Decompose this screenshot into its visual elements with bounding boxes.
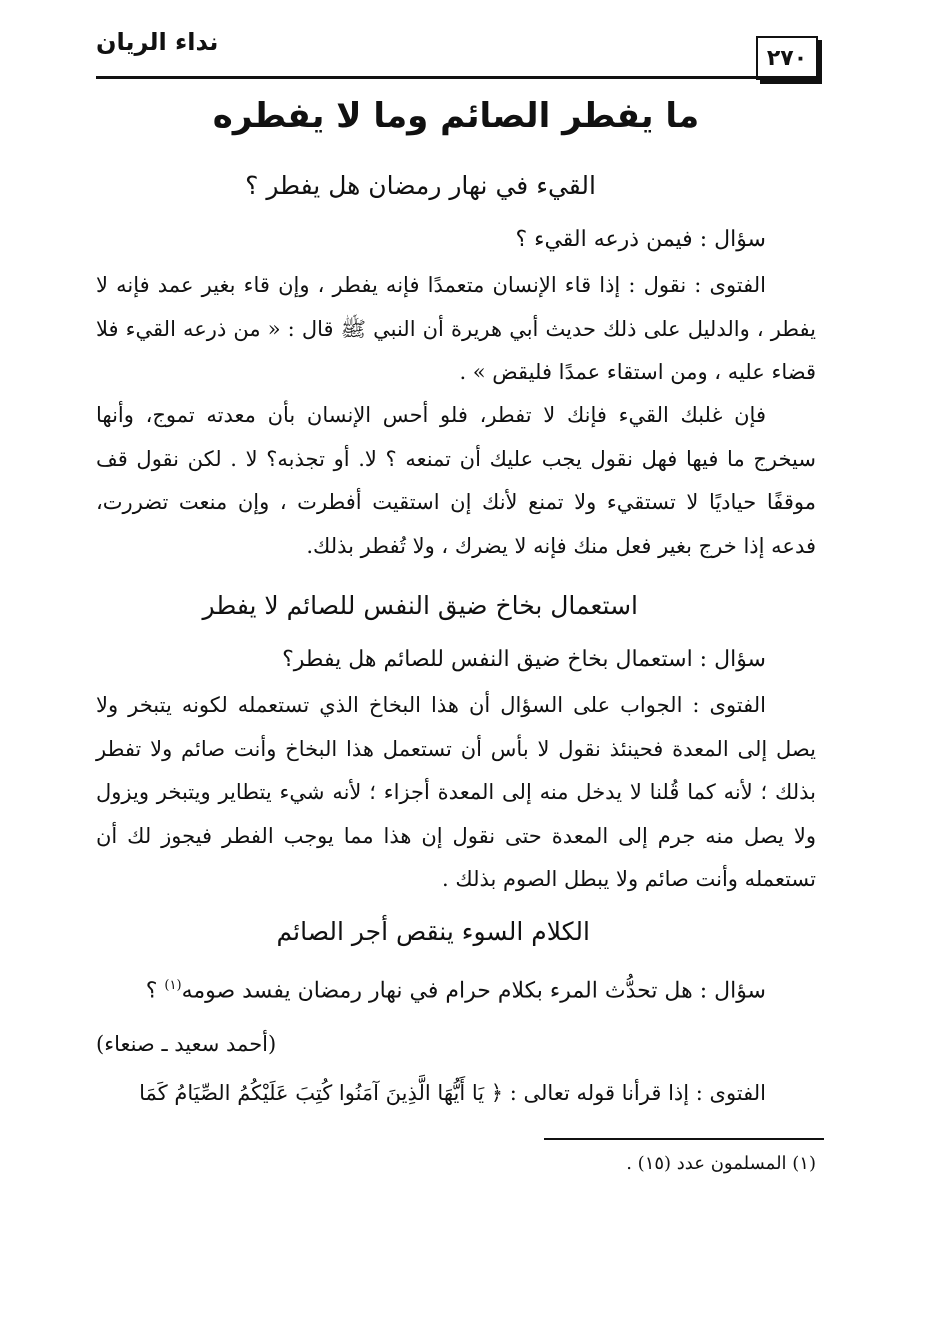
footnote-reference: (١) bbox=[164, 978, 182, 993]
questioner bbox=[96, 1026, 816, 1062]
question-inhaler bbox=[96, 642, 816, 678]
question-text: سؤال : فيمن ذرعه القيء ؟ bbox=[515, 227, 766, 252]
footnote-divider bbox=[544, 1138, 824, 1140]
questioner-name: (أحمد سعيد ـ صنعاء) bbox=[96, 1032, 277, 1056]
book-title: نداء الريان bbox=[96, 28, 219, 56]
question-mark: ؟ bbox=[145, 978, 165, 1004]
footnote: (١) المسلمون عدد (١٥) . bbox=[626, 1153, 816, 1174]
header-divider bbox=[96, 76, 816, 79]
page-number: ٢٧٠ bbox=[756, 36, 818, 80]
question-bad-speech bbox=[96, 968, 816, 1009]
fatwa-paragraph: الفتوى : إذا قرأنا قوله تعالى : ﴿ يَا أَيُّهَا الَّذِينَ آمَنُوا كُتِبَ عَلَيْكُمُ الصِّيَامُ كَمَا bbox=[139, 1081, 766, 1105]
fatwa-paragraph: الفتوى : نقول : إذا قاء الإنسان متعمدًا فإنه يفطر ، وإن قاء بغير عمد فإنه لا يفطر ، والدليل على ذلك حديث أبي هريرة أن النبي ﷺ قال : « من ذرعه القيء فلا قضاء عليه ، ومن استقاء عمدًا فليقض » . bbox=[96, 273, 816, 384]
section-vomiting bbox=[96, 168, 816, 204]
chapter-title: ما يفطر الصائم وما لا يفطره bbox=[212, 96, 700, 136]
section-heading: الكلام السوء ينقص أجر الصائم bbox=[276, 917, 590, 946]
fatwa-paragraph: فإن غلبك القيء فإنك لا تفطر، فلو أحس الإنسان بأن معدته تموج، وأنها سيخرج ما فيها فهل نقول يجب عليك أن تمنعه ؟ لا. أو تجذبه؟ لا . لكن نقول قف موقفًا حياديًا لا تستقيء ولا تمنع لأنك إن استقيت أفطرت ، وإن منعت تضررت، فدعه إذا خرج بغير فعل منك فإنه لا يضرك ، ولا تُفطر بذلك. bbox=[96, 403, 816, 558]
question-body: سؤال : هل تحدُّث المرء بكلام حرام في نهار رمضان يفسد صومه bbox=[181, 978, 766, 1004]
fatwa-vomiting-continued bbox=[96, 394, 816, 568]
question-text bbox=[96, 968, 816, 1009]
section-bad-speech bbox=[96, 914, 816, 950]
fatwa-inhaler bbox=[96, 684, 816, 902]
section-heading: استعمال بخاخ ضيق النفس للصائم لا يفطر bbox=[202, 591, 638, 620]
fatwa-vomiting bbox=[96, 264, 816, 395]
fatwa-paragraph: الفتوى : الجواب على السؤال أن هذا البخاخ الذي تستعمله لكونه يتبخر ولا يصل إلى المعدة فحينئذ نقول لا بأس أن تستعمل هذا البخاخ وأنت صائم ولا تفطر بذلك ؛ لأنه كما قُلنا لا يدخل منه إلى المعدة أجزاء ؛ لأنه شيء يتطاير ويتبخر ويزول ولا يصل منه جرم إلى المعدة حتى نقول إن هذا مما يوجب الفطر فيجوز لك أن تستعمله وأنت صائم ولا يبطل الصوم بذلك . bbox=[96, 693, 816, 891]
section-inhaler bbox=[96, 588, 816, 624]
section-heading: القيء في نهار رمضان هل يفطر ؟ bbox=[245, 171, 596, 200]
question-text: سؤال : استعمال بخاخ ضيق النفس للصائم هل يفطر؟ bbox=[282, 647, 766, 672]
question-vomiting bbox=[96, 222, 816, 258]
fatwa-bad-speech bbox=[96, 1072, 816, 1116]
